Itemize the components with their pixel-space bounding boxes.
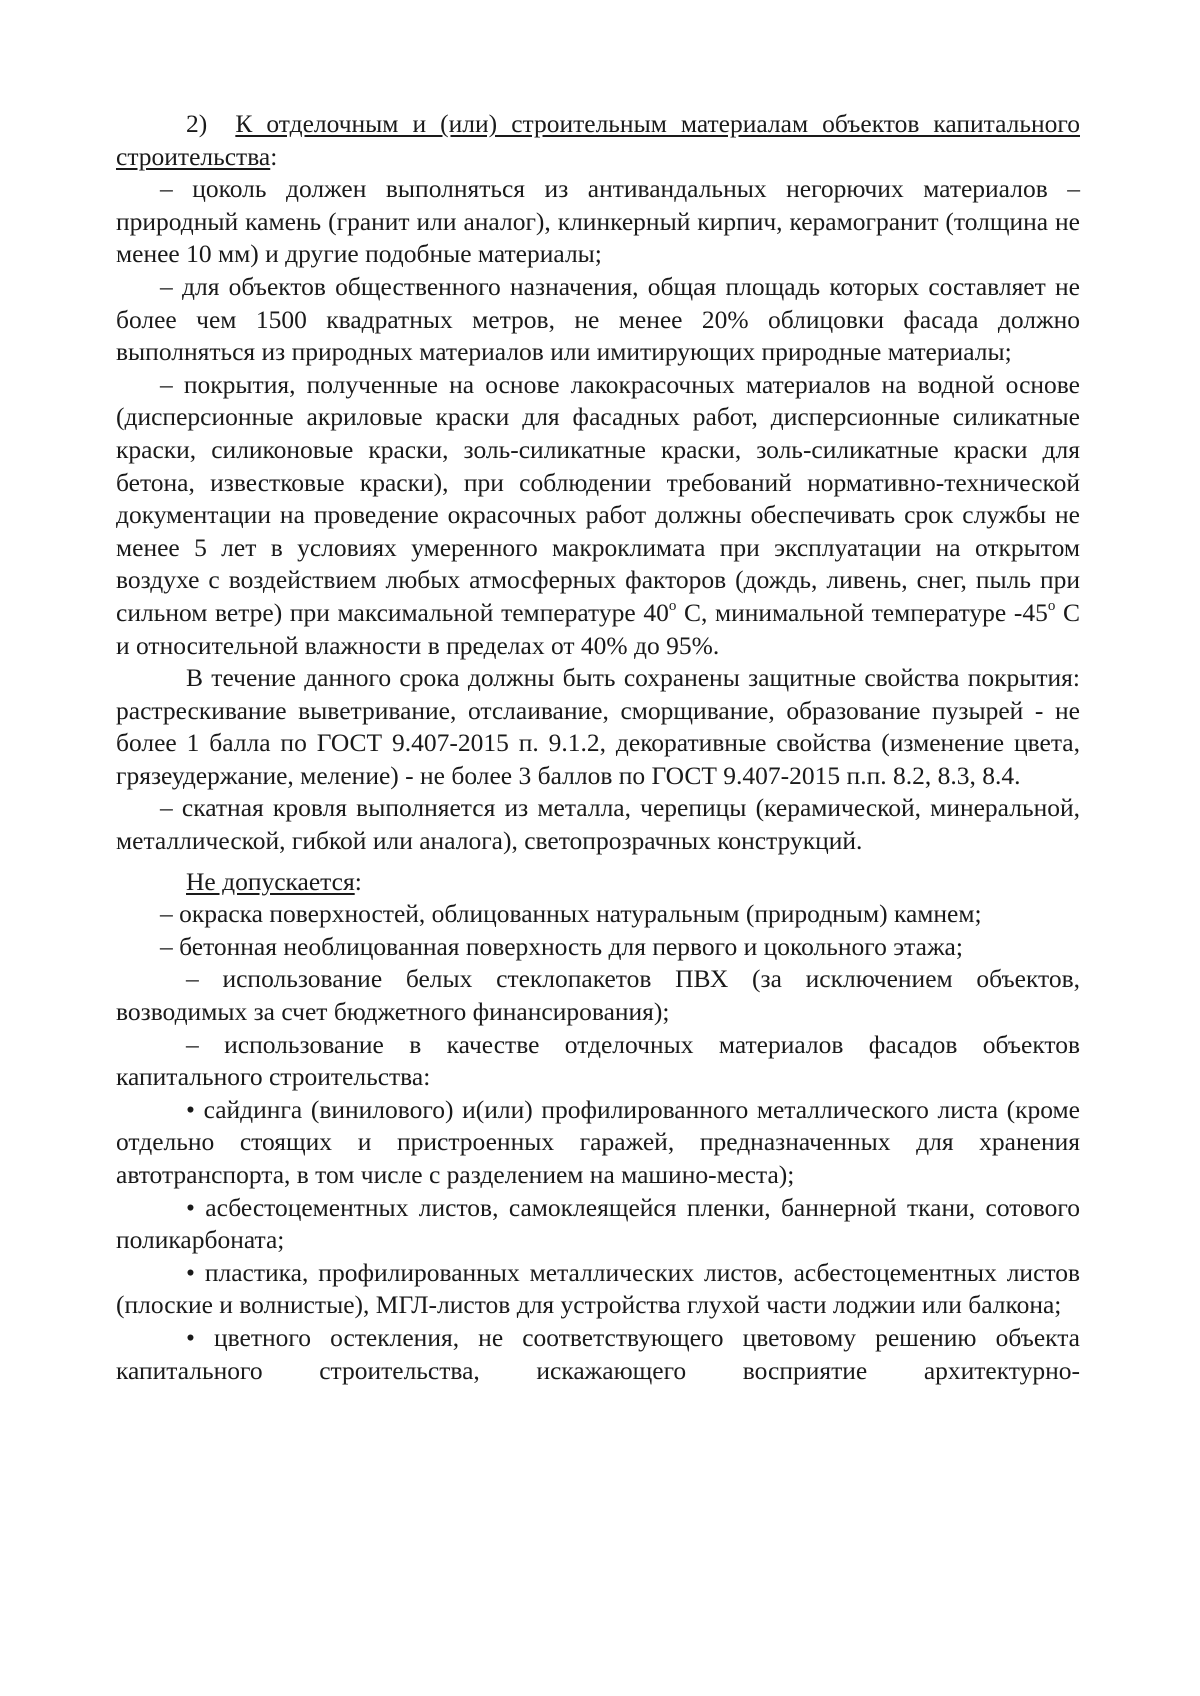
prohibited-item: – использование в качестве отделочных материалов фасадов объектов капитального строительства: (116, 1029, 1080, 1092)
prohibited-heading: Не допускается: (186, 866, 362, 896)
prohibited-material-bullet: • цветного остекления, не соответствующего цветовому решению объекта капитального строительства, искажающего восприятие архитектурно- (116, 1322, 1080, 1385)
requirement-plinth: – цоколь должен выполняться из антивандальных негорючих материалов – природный камень (гранит или аналог), клинкерный кирпич, керамогранит (толщина не менее 10 мм) и другие подобные материалы; (116, 174, 1080, 269)
prohibited-material-bullet: • сайдинга (винилового) и(или) профилированного металлического листа (кроме отдельно стоящих и пристроенных гаражей, предназначенных для хранения автотранспорта, в том числе с разделением на машино-места); (116, 1094, 1080, 1189)
prohibited-material-bullet: • пластика, профилированных металлических листов, асбестоцементных листов (плоские и волнистые), МГЛ-листов для устройства глухой части лоджии или балкона; (116, 1257, 1080, 1320)
prohibited-material-bullet: • асбестоцементных листов, самоклеящейся пленки, баннерной ткани, сотового поликарбоната; (116, 1192, 1080, 1255)
requirement-roofing: – скатная кровля выполняется из металла, черепицы (керамической, минеральной, металлической, гибкой или аналога), светопрозрачных конструкций. (116, 793, 1080, 856)
section-heading: 2) К отделочным и (или) строительным материалам объектов капитального строительства: (116, 109, 1080, 171)
section-heading-text: К отделочным и (или) строительным материалам объектов капитального строительства (116, 109, 1080, 171)
document-page (116, 108, 1080, 1387)
prohibited-item: – использование белых стеклопакетов ПВХ (за исключением объектов, возводимых за счет бюджетного финансирования); (116, 964, 1080, 1027)
prohibited-item: – окраска поверхностей, облицованных натуральным (природным) камнем; (160, 899, 982, 929)
requirement-public-facade: – для объектов общественного назначения, общая площадь которых составляет не более чем 1500 квадратных метров, не менее 20% облицовки фасада должно выполняться из природных материалов или имитирующих природные материалы; (116, 271, 1080, 367)
prohibited-item: – бетонная необлицованная поверхность для первого и цокольного этажа; (160, 931, 963, 961)
degree-sign: o (1047, 597, 1056, 614)
coating-retention-paragraph: В течение данного срока должны быть сохранены защитные свойства покрытия: растрескивание выветривание, отслаивание, сморщивание, образование пузырей - не более 1 балла по ГОСТ 9.407-2015 п. 9.1.2, декоративные свойства (изменение цвета, грязеудержание, меление) - не более 3 баллов по ГОСТ 9.407-2015 п.п. 8.2, 8.3, 8.4. (116, 663, 1080, 790)
requirement-coatings: – покрытия, полученные на основе лакокрасочных материалов на водной основе (дисперсионные акриловые краски для фасадных работ, дисперсионные силикатные краски, силиконовые краски, золь-силикатные краски, золь-силикатные краски для бетона, известковые краски), при соблюдении требований нормативно-технической документации на проведение окрасочных работ должны обеспечивать срок службы не менее 5 лет в условиях умеренного макроклимата при эксплуатации на открытом воздухе с воздействием любых атмосферных факторов (дождь, ливень, снег, пыль при сильном ветре) при максимальной температуре 40$^o$ С, минимальной температуре -45$^o$ С и относительной влажности в пределах от 40% до 95%. (116, 369, 1080, 660)
degree-sign: o (668, 597, 677, 614)
section-number: 2) (186, 109, 208, 138)
